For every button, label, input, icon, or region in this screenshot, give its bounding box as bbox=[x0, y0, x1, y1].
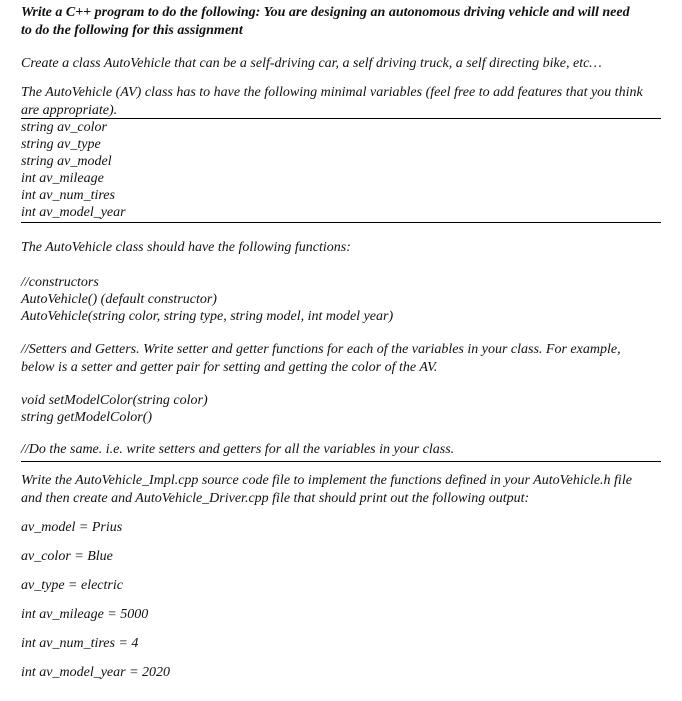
divider-bottom bbox=[21, 222, 661, 223]
variable-item: string av_model bbox=[21, 154, 112, 169]
variable-item: int av_mileage bbox=[21, 171, 104, 186]
variable-item: int av_num_tires bbox=[21, 188, 115, 203]
variable-item: int av_model_year bbox=[21, 205, 126, 220]
output-line: int av_num_tires = 4 bbox=[21, 636, 139, 651]
variables-intro-paragraph: The AutoVehicle (AV) class has to have the following minimal variables (feel free to add features that you think are appropriate). bbox=[21, 85, 643, 118]
constructors-comment: //constructors bbox=[21, 275, 99, 290]
divider-top bbox=[21, 118, 661, 119]
variable-item: string av_color bbox=[21, 120, 107, 135]
variable-item: string av_type bbox=[21, 137, 101, 152]
output-line: av_color = Blue bbox=[21, 549, 113, 564]
divider-lower bbox=[21, 461, 661, 462]
setters-comment: //Setters and Getters. Write setter and getter functions for each of the variables in your class. For example, below is a setter and getter pair for setting and getting the color of the AV. bbox=[21, 342, 621, 375]
setter-example: void setModelColor(string color) bbox=[21, 393, 208, 408]
intro-paragraph: Create a class AutoVehicle that can be a self-driving car, a self driving truck, a self directing bike, etc… bbox=[21, 56, 602, 71]
output-line: int av_model_year = 2020 bbox=[21, 665, 171, 680]
getter-example: string getModelColor() bbox=[21, 410, 153, 425]
output-line: av_model = Prius bbox=[21, 520, 123, 535]
functions-intro: The AutoVehicle class should have the following functions: bbox=[21, 240, 351, 255]
do-same-comment: //Do the same. i.e. write setters and getters for all the variables in your class. bbox=[21, 442, 455, 457]
default-constructor: AutoVehicle() (default constructor) bbox=[21, 292, 217, 307]
output-line: av_type = electric bbox=[21, 578, 123, 593]
output-line: int av_mileage = 5000 bbox=[21, 607, 149, 622]
assignment-title: Write a C++ program to do the following: You are designing an autonomous driving vehicle and will need to do the following for this assignment bbox=[21, 5, 630, 38]
param-constructor: AutoVehicle(string color, string type, string model, int model year) bbox=[21, 309, 394, 324]
implementation-paragraph: Write the AutoVehicle_Impl.cpp source code file to implement the functions defined in your AutoVehicle.h file and then create and AutoVehicle_Driver.cpp file that should print out the following output: bbox=[21, 473, 632, 506]
